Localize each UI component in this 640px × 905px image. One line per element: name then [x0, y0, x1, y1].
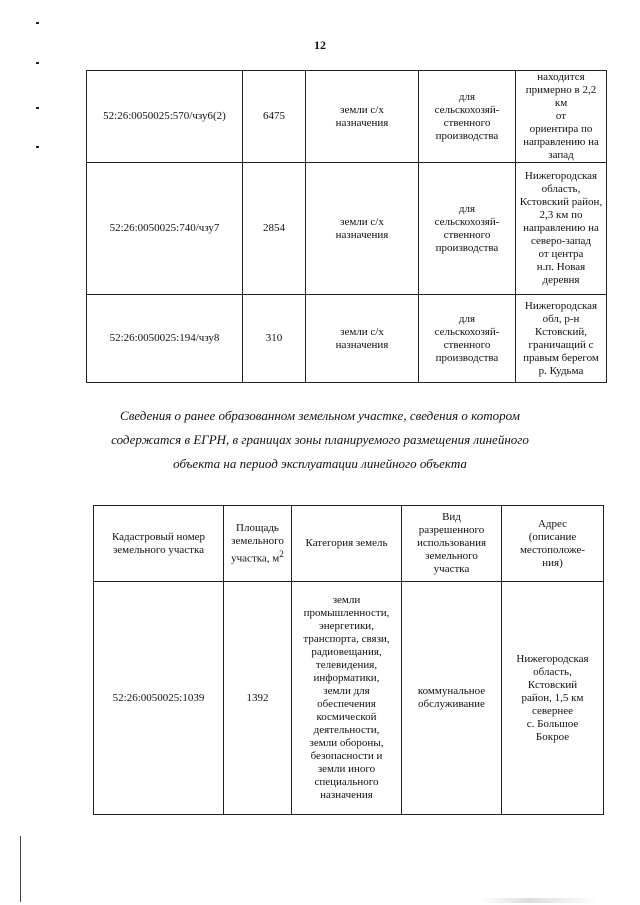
table-header-row: [94, 506, 604, 582]
land-category-cell: земли с/х назначения: [306, 163, 419, 295]
margin-mark: [36, 22, 39, 24]
land-category-cell: земли с/х назначения: [306, 295, 419, 383]
area-cell: 310: [243, 295, 306, 383]
header-permitted-use: Вид разрешенного использования земельного участка: [402, 506, 502, 582]
previously-formed-parcel-table: [93, 505, 604, 815]
table-row: [87, 163, 607, 295]
permitted-use-cell: для сельскохозяй- ственного производства: [419, 163, 516, 295]
cadastral-number-cell: 52:26:0050025:194/чзу8: [87, 295, 243, 383]
area-cell: 6475: [243, 71, 306, 163]
header-land-category: Категория земель: [292, 506, 402, 582]
land-category-cell: земли промышленности, энергетики, транспорта, связи, радиовещания, телевидения, информатики, земли для обеспечения космической деятельности, земли обороны, безопасности и земли иного специального назначения: [292, 582, 402, 815]
area-cell: 1392: [224, 582, 292, 815]
header-area-label: Площадь земельного участка, м: [231, 521, 284, 565]
section-heading: Сведения о ранее образованном земельном участке, сведения о котором содержатся в ЕГРН, в границах зоны планируемого размещения линейного объекта на период эксплуатации линейного объекта: [111, 408, 529, 471]
land-category-cell: земли с/х назначения: [306, 71, 419, 163]
page-number: 12: [314, 38, 326, 52]
address-cell: находится примерно в 2,2 км от ориентира по направлению на запад: [516, 71, 607, 163]
margin-rule: [20, 836, 21, 902]
header-area: [224, 506, 292, 582]
table-row: [87, 71, 607, 163]
permitted-use-cell: для сельскохозяй- ственного производства: [419, 71, 516, 163]
address-cell: Нижегородская область, Кстовский район, 2,3 км по направлению на северо-запад от центра н.п. Новая деревня: [516, 163, 607, 295]
parcels-table: [86, 70, 607, 383]
address-cell: Нижегородская область, Кстовский район, 1,5 км севернее с. Большое Бокрое: [502, 582, 604, 815]
header-area-superscript: 2: [279, 548, 284, 559]
cadastral-number-cell: 52:26:0050025:740/чзу7: [87, 163, 243, 295]
margin-mark: [36, 107, 39, 109]
address-cell: Нижегородская обл, р-н Кстовский, граничащий с правым берегом р. Кудьма: [516, 295, 607, 383]
table-row: [87, 295, 607, 383]
margin-mark: [36, 62, 39, 64]
permitted-use-cell: коммунальное обслуживание: [402, 582, 502, 815]
cadastral-number-cell: 52:26:0050025:1039: [94, 582, 224, 815]
cadastral-number-cell: 52:26:0050025:570/чзу6(2): [87, 71, 243, 163]
permitted-use-cell: для сельскохозяй- ственного производства: [419, 295, 516, 383]
margin-mark: [36, 146, 39, 148]
table-row: [94, 582, 604, 815]
area-cell: 2854: [243, 163, 306, 295]
header-cadastral-number: Кадастровый номер земельного участка: [94, 506, 224, 582]
header-address: Адрес (описание местоположе- ния): [502, 506, 604, 582]
scan-artifact: [480, 898, 600, 903]
